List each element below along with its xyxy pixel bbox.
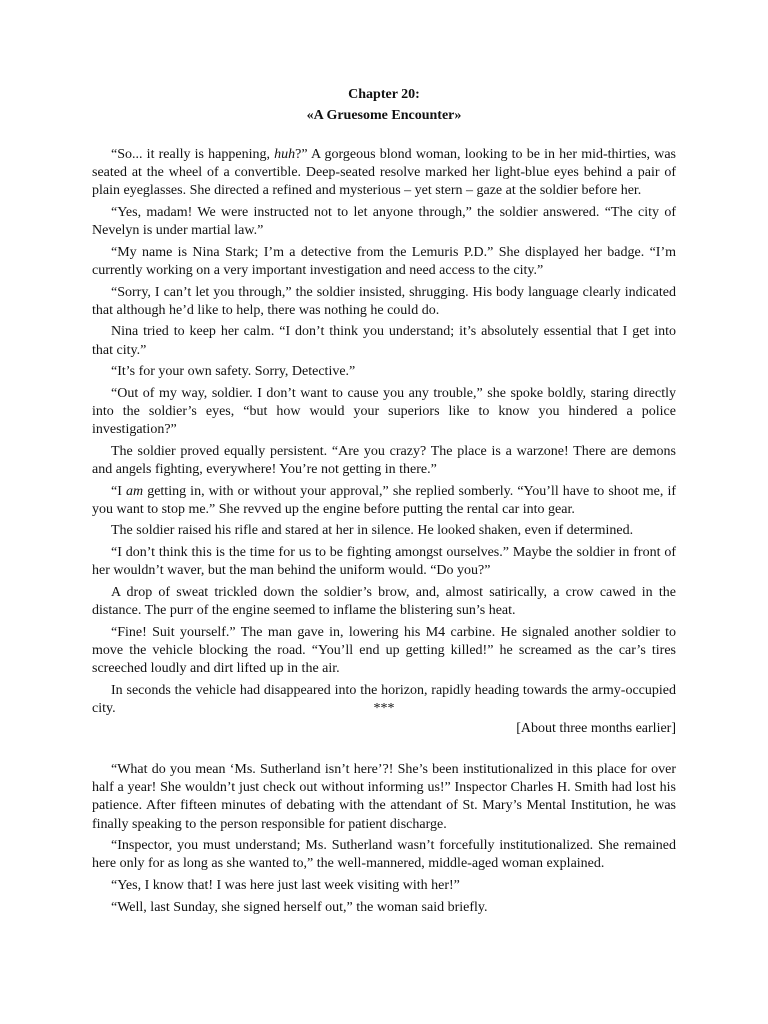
paragraph: “Fine! Suit yourself.” The man gave in, lowering his M4 carbine. He signaled another soldier to move the vehicle blocking the road. “You’ll end up getting killed!” he screamed as the car’s tires screeched loudly and dirt lifted up in the air. <box>92 624 676 676</box>
paragraph: “Well, last Sunday, she signed herself out,” the woman said briefly. <box>111 899 488 915</box>
paragraph: “I don’t think this is the time for us to be fighting amongst ourselves.” Maybe the soldier in front of her wouldn’t waver, but the man behind the uniform would. “Do you?” <box>92 544 676 579</box>
main-text <box>92 146 676 721</box>
paragraph: “Sorry, I can’t let you through,” the soldier insisted, shrugging. His body language clearly indicated that although he’d like to help, there was nothing he could do. <box>92 284 676 318</box>
paragraph: A drop of sweat trickled down the soldier’s brow, and, almost satirically, a crow cawed in the distance. The purr of the engine seemed to inflame the blistering sun’s heat. <box>92 584 676 618</box>
paragraph: Nina tried to keep her calm. “I don’t think you understand; it’s absolutely essential that I get into that city.” <box>92 324 676 358</box>
chapter-title: «A Gruesome Encounter» <box>306 108 462 123</box>
chapter-number: Chapter 20: <box>348 87 420 102</box>
italic-emphasis: am <box>125 483 144 499</box>
paragraph: “Yes, I know that! I was here just last week visiting with her!” <box>111 878 460 893</box>
paragraph: “I am getting in, with or without your approval,” she replied somberly. “You’ll have to shoot me, if you want to stop me.” She revved up the engine before putting the rental car into gear. <box>92 483 676 517</box>
paragraph: “So... it really is happening, huh?” A gorgeous blond woman, looking to be in her mid-thirties, was seated at the wheel of a convertible. Deep-seated resolve marked her light-blue eyes behind a pair of plain eyeglasses. She directed a refined and mysterious – yet stern – gaze at the soldier before her. <box>92 147 676 199</box>
paragraph: The soldier raised his rifle and stared at her in silence. He looked shaken, even if determined. <box>111 523 634 539</box>
paragraph: In seconds the vehicle had disappeared into the horizon, rapidly heading towards the army-occupied city. <box>92 682 676 716</box>
paragraph: “My name is Nina Stark; I’m a detective from the Lemuris P.D.” She displayed her badge. “I’m currently working on a very important investigation and need access to the city.” <box>92 244 676 278</box>
paragraph: “Out of my way, soldier. I don’t want to cause you any trouble,” she spoke boldly, staring directly into the soldier’s eyes, “but how would your superiors like to know you hindered a police investigation?” <box>92 385 676 438</box>
paragraph: “What do you mean ‘Ms. Sutherland isn’t here’?! She’s been institutionalized in this place for over half a year! She wouldn’t just check out without informing us!” Inspector Charles H. Smith had lost his patience. After fifteen minutes of debating with the attendant of St. Mary’s Mental Institution, he was finally speaking to the person responsible for patient discharge. <box>92 762 676 832</box>
flashback-note: [About three months earlier] <box>516 721 676 736</box>
flashback-text <box>92 761 676 920</box>
paragraph: “It’s for your own safety. Sorry, Detective.” <box>111 364 356 380</box>
paragraph: “Yes, madam! We were instructed not to let anyone through,” the soldier answered. “The city of Nevelyn is under martial law.” <box>92 205 676 239</box>
paragraph: The soldier proved equally persistent. “Are you crazy? The place is a warzone! There are demons and angels fighting, everywhere! You’re not getting in there.” <box>92 443 676 477</box>
paragraph: “Inspector, you must understand; Ms. Sutherland wasn’t forcefully institutionalized. She remained here only for as long as she wanted to,” the well-mannered, middle-aged woman explained. <box>92 838 676 872</box>
italic-emphasis: huh <box>274 147 296 162</box>
section-break: *** <box>373 701 395 716</box>
